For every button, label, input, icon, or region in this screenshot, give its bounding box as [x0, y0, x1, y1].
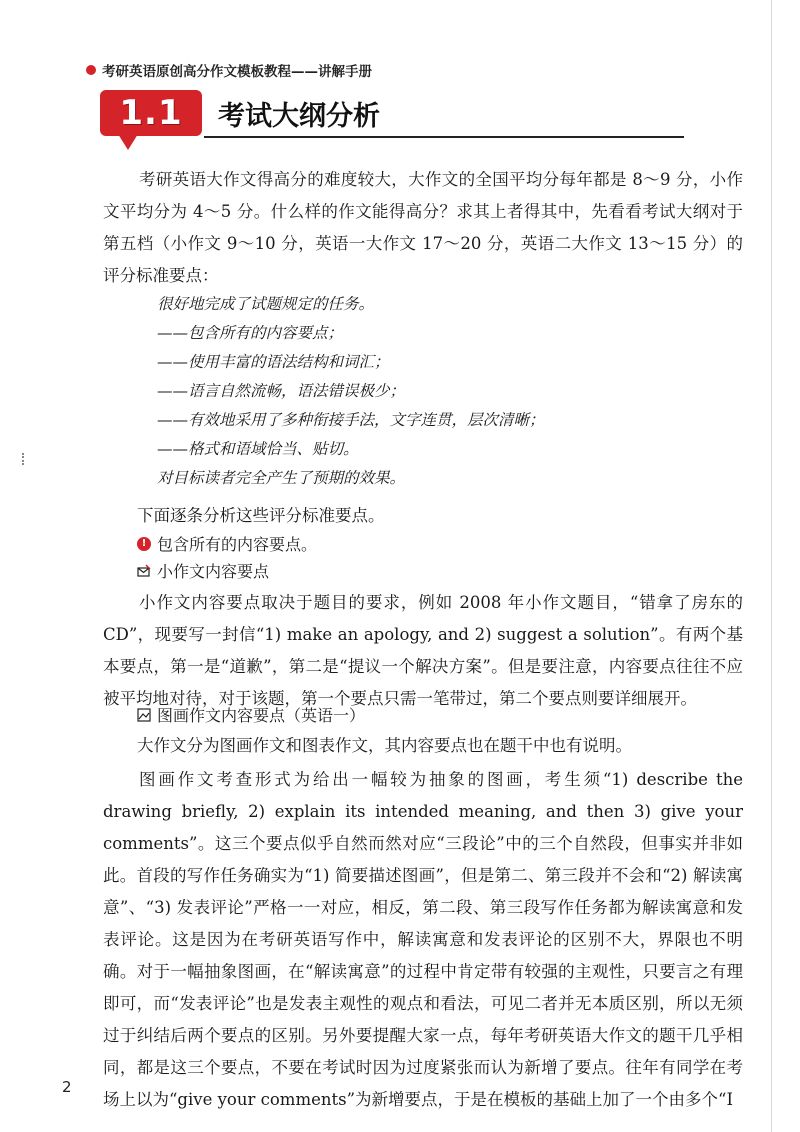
- section-heading: [100, 90, 380, 136]
- criteria-list: [157, 290, 545, 493]
- picture-frame-icon: [137, 708, 151, 722]
- drawing-essay-heading: [137, 703, 365, 726]
- red-dot-icon: [86, 65, 96, 75]
- exclamation-icon: !: [137, 537, 151, 551]
- section-number: 1.1: [119, 93, 183, 133]
- page-number: 2: [62, 1078, 72, 1096]
- point1-heading: [137, 532, 317, 555]
- small-essay-heading: [137, 559, 269, 582]
- intro-paragraph: 考研英语大作文得高分的难度较大，大作文的全国平均分每年都是 8～9 分，小作文平均分为 4～5 分。什么样的作文能得高分？求其上者得其中，先看看考试大纲对于第五档（小作文 9～10 分，英语一大作文 17～20 分，英语二大作文 13～15 分）的评分标准要点：: [103, 170, 743, 285]
- criteria-item: 对目标读者完全产生了预期的效果。: [157, 469, 406, 487]
- lead-sentence: 下面逐条分析这些评分标准要点。: [137, 506, 385, 525]
- drawing-essay-label: 图画作文内容要点（英语一）: [157, 706, 366, 725]
- big-essay-intro: 大作文分为图画作文和图表作文，其内容要点也在题干中也有说明。: [137, 736, 632, 755]
- criteria-item: ——包含所有的内容要点；: [157, 324, 344, 342]
- section-number-badge: [100, 90, 202, 136]
- book-title: 考研英语原创高分作文模板教程——讲解手册: [102, 64, 372, 80]
- drawing-essay-paragraph: 图画作文考查形式为给出一幅较为抽象的图画，考生须“1) describe the drawing briefly, 2) explain its intended meaning, and then 3) give your comments”。这三个要点似乎自然而然对应“三段论”中的三个自然段，但事实并非如此。首段的写作任务确实为“1) 简要描述图画”，但是第二、第三段并不会和“2) 解读寓意”、“3) 发表评论”严格一一对应，相反，第二段、第三段写作任务都为解读寓意和发表评论。这是因为在考研英语写作中，解读寓意和发表评论的区别不大，界限也不明确。对于一幅抽象图画，在“解读寓意”的过程中肯定带有较强的主观性，只要言之有理即可，而“发表评论”也是发表主观性的观点和看法，可见二者并无本质区别，所以无须过于纠结后两个要点的区别。另外要提醒大家一点，每年考研英语大作文的题干几乎相同，都是这三个要点，不要在考试时因为过度紧张而认为新增了要点。往年有同学在考场上以为“give your comments”为新增要点，于是在模板的基础上加了一个由多个“I: [103, 770, 743, 1109]
- criteria-item: ——语言自然流畅，语法错误极少；: [157, 382, 406, 400]
- criteria-item: ——有效地采用了多种衔接手法，文字连贯，层次清晰；: [157, 411, 545, 429]
- envelope-pen-icon: [137, 564, 151, 578]
- criteria-item: 很好地完成了试题规定的任务。: [157, 295, 375, 313]
- point1-label: 包含所有的内容要点。: [157, 535, 318, 554]
- running-header: [86, 60, 372, 80]
- small-essay-paragraph: 小作文内容要点取决于题目的要求，例如 2008 年小作文题目，“错拿了房东的 CD”，现要写一封信“1) make an apology, and 2) suggest a solution”。有两个基本要点，第一是“道歉”，第二是“提议一个解决方案”。但是要注意，内容要点往往不应被平均地对待，对于该题，第一个要点只需一笔带过，第二个要点则要详细展开。: [103, 593, 743, 708]
- page-edge-line: [771, 0, 772, 1132]
- criteria-item: ——使用丰富的语法结构和词汇；: [157, 353, 390, 371]
- small-essay-label: 小作文内容要点: [157, 562, 270, 581]
- margin-mark: [22, 453, 26, 465]
- section-underline: [204, 136, 684, 138]
- criteria-item: ——格式和语域恰当、贴切。: [157, 440, 359, 458]
- section-title: 考试大纲分析: [218, 100, 380, 132]
- speech-tail-icon: [118, 134, 138, 150]
